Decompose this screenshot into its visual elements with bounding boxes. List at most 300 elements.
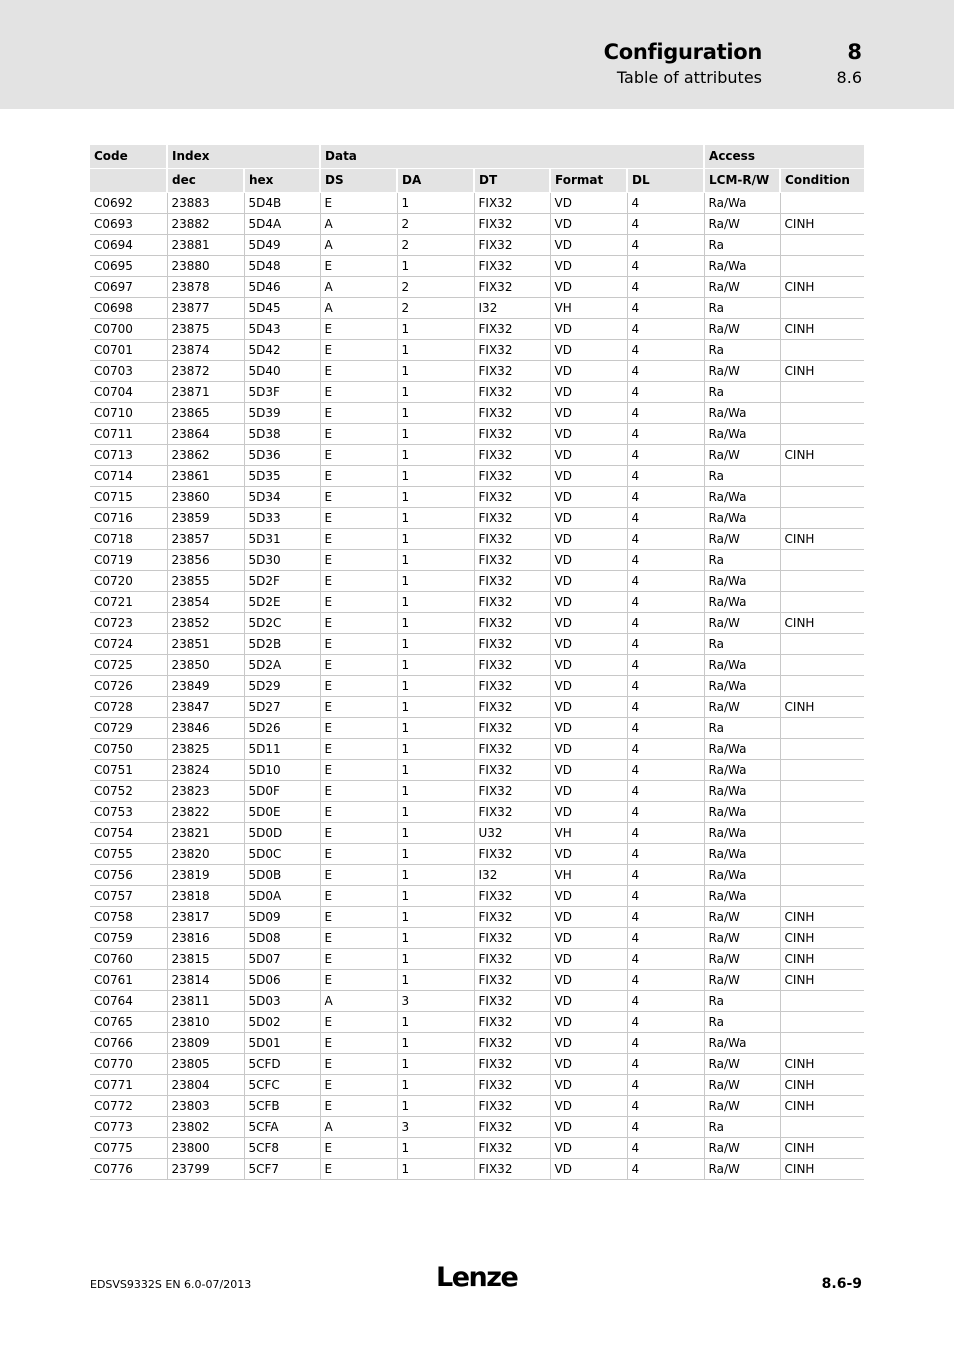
cell-ds: E (320, 676, 397, 697)
cell-ds: E (320, 634, 397, 655)
document-id: EDSVS9332S EN 6.0-07/2013 (90, 1278, 252, 1291)
cell-condition (780, 634, 864, 655)
cell-lcm-rw: Ra/W (704, 1138, 780, 1159)
cell-dl: 4 (627, 361, 704, 382)
header-code: Code (90, 145, 167, 169)
cell-dt: FIX32 (474, 508, 550, 529)
cell-dec: 23849 (167, 676, 244, 697)
table-row (90, 991, 864, 1012)
cell-ds: A (320, 214, 397, 235)
cell-condition (780, 823, 864, 844)
cell-format: VD (550, 592, 627, 613)
cell-dl: 4 (627, 655, 704, 676)
cell-dt: FIX32 (474, 634, 550, 655)
cell-lcm-rw: Ra/Wa (704, 676, 780, 697)
table-row (90, 823, 864, 844)
header-dl: DL (627, 169, 704, 193)
cell-dt: FIX32 (474, 340, 550, 361)
cell-code: C0711 (90, 424, 167, 445)
cell-lcm-rw: Ra/Wa (704, 508, 780, 529)
cell-da: 1 (397, 655, 474, 676)
table-row (90, 1138, 864, 1159)
cell-lcm-rw: Ra/Wa (704, 760, 780, 781)
table-row (90, 928, 864, 949)
cell-format: VD (550, 424, 627, 445)
cell-dec: 23818 (167, 886, 244, 907)
cell-format: VD (550, 445, 627, 466)
cell-dt: FIX32 (474, 949, 550, 970)
cell-ds: E (320, 508, 397, 529)
cell-lcm-rw: Ra/W (704, 214, 780, 235)
table-row (90, 634, 864, 655)
table-row (90, 802, 864, 823)
cell-hex: 5D27 (244, 697, 320, 718)
cell-lcm-rw: Ra/Wa (704, 886, 780, 907)
cell-da: 1 (397, 508, 474, 529)
chapter-number: 8 (847, 40, 862, 64)
cell-code: C0723 (90, 613, 167, 634)
cell-dl: 4 (627, 1096, 704, 1117)
cell-lcm-rw: Ra (704, 550, 780, 571)
table-row (90, 235, 864, 256)
cell-hex: 5D4B (244, 193, 320, 214)
section-title: Table of attributes (616, 68, 762, 87)
cell-lcm-rw: Ra (704, 991, 780, 1012)
table-row (90, 340, 864, 361)
cell-dec: 23872 (167, 361, 244, 382)
header-dec: dec (167, 169, 244, 193)
cell-hex: 5D34 (244, 487, 320, 508)
cell-dl: 4 (627, 193, 704, 214)
table-row (90, 298, 864, 319)
header-data: Data (320, 145, 704, 169)
cell-dec: 23854 (167, 592, 244, 613)
cell-lcm-rw: Ra/Wa (704, 256, 780, 277)
cell-da: 1 (397, 1159, 474, 1180)
cell-ds: E (320, 592, 397, 613)
cell-lcm-rw: Ra/Wa (704, 571, 780, 592)
cell-format: VD (550, 1054, 627, 1075)
cell-format: VD (550, 466, 627, 487)
cell-code: C0714 (90, 466, 167, 487)
cell-dl: 4 (627, 529, 704, 550)
cell-condition (780, 403, 864, 424)
cell-hex: 5D49 (244, 235, 320, 256)
cell-condition: CINH (780, 949, 864, 970)
cell-lcm-rw: Ra (704, 1117, 780, 1138)
cell-format: VD (550, 655, 627, 676)
cell-hex: 5D4A (244, 214, 320, 235)
cell-dt: FIX32 (474, 592, 550, 613)
cell-ds: E (320, 403, 397, 424)
cell-format: VD (550, 382, 627, 403)
cell-dl: 4 (627, 1117, 704, 1138)
cell-dl: 4 (627, 340, 704, 361)
cell-ds: E (320, 319, 397, 340)
cell-hex: 5D03 (244, 991, 320, 1012)
cell-dt: I32 (474, 865, 550, 886)
table-row (90, 718, 864, 739)
cell-code: C0695 (90, 256, 167, 277)
cell-format: VD (550, 613, 627, 634)
cell-lcm-rw: Ra/W (704, 970, 780, 991)
cell-code: C0729 (90, 718, 167, 739)
cell-ds: E (320, 529, 397, 550)
cell-condition (780, 1012, 864, 1033)
table-row (90, 550, 864, 571)
cell-da: 1 (397, 970, 474, 991)
cell-da: 1 (397, 1138, 474, 1159)
cell-dt: FIX32 (474, 697, 550, 718)
cell-da: 1 (397, 865, 474, 886)
cell-dec: 23856 (167, 550, 244, 571)
cell-ds: E (320, 655, 397, 676)
cell-lcm-rw: Ra (704, 382, 780, 403)
cell-ds: E (320, 424, 397, 445)
cell-dt: FIX32 (474, 655, 550, 676)
cell-dec: 23816 (167, 928, 244, 949)
cell-condition: CINH (780, 697, 864, 718)
cell-lcm-rw: Ra (704, 634, 780, 655)
cell-format: VD (550, 949, 627, 970)
cell-da: 1 (397, 424, 474, 445)
cell-condition (780, 802, 864, 823)
cell-hex: 5D07 (244, 949, 320, 970)
cell-format: VD (550, 1138, 627, 1159)
table-row (90, 571, 864, 592)
cell-dt: I32 (474, 298, 550, 319)
cell-code: C0721 (90, 592, 167, 613)
cell-format: VH (550, 823, 627, 844)
cell-dt: FIX32 (474, 529, 550, 550)
cell-dec: 23847 (167, 697, 244, 718)
cell-dl: 4 (627, 949, 704, 970)
cell-hex: 5D38 (244, 424, 320, 445)
cell-format: VD (550, 193, 627, 214)
cell-ds: E (320, 1096, 397, 1117)
table-row (90, 697, 864, 718)
cell-hex: 5D02 (244, 1012, 320, 1033)
table-row (90, 277, 864, 298)
header-condition: Condition (780, 169, 864, 193)
cell-lcm-rw: Ra/Wa (704, 655, 780, 676)
cell-da: 2 (397, 235, 474, 256)
cell-code: C0754 (90, 823, 167, 844)
cell-dl: 4 (627, 634, 704, 655)
cell-dt: FIX32 (474, 1012, 550, 1033)
cell-code: C0697 (90, 277, 167, 298)
cell-format: VD (550, 886, 627, 907)
cell-dt: FIX32 (474, 781, 550, 802)
cell-dl: 4 (627, 424, 704, 445)
cell-da: 1 (397, 760, 474, 781)
header-dt: DT (474, 169, 550, 193)
cell-hex: 5D10 (244, 760, 320, 781)
cell-dec: 23874 (167, 340, 244, 361)
cell-da: 1 (397, 928, 474, 949)
cell-condition (780, 382, 864, 403)
table-row (90, 1012, 864, 1033)
cell-lcm-rw: Ra/Wa (704, 781, 780, 802)
cell-dt: FIX32 (474, 886, 550, 907)
cell-dt: FIX32 (474, 1159, 550, 1180)
cell-code: C0692 (90, 193, 167, 214)
cell-da: 1 (397, 529, 474, 550)
cell-dt: FIX32 (474, 571, 550, 592)
cell-lcm-rw: Ra/Wa (704, 487, 780, 508)
cell-format: VH (550, 865, 627, 886)
cell-ds: E (320, 571, 397, 592)
cell-code: C0720 (90, 571, 167, 592)
cell-da: 3 (397, 991, 474, 1012)
cell-dl: 4 (627, 298, 704, 319)
cell-code: C0701 (90, 340, 167, 361)
cell-ds: E (320, 361, 397, 382)
cell-dl: 4 (627, 382, 704, 403)
table-row (90, 844, 864, 865)
cell-hex: 5D2C (244, 613, 320, 634)
page-number: 8.6-9 (821, 1276, 862, 1292)
table-row (90, 214, 864, 235)
cell-dl: 4 (627, 445, 704, 466)
table-row (90, 319, 864, 340)
cell-lcm-rw: Ra/Wa (704, 403, 780, 424)
cell-hex: 5D11 (244, 739, 320, 760)
cell-dl: 4 (627, 781, 704, 802)
cell-condition: CINH (780, 1138, 864, 1159)
header-code-blank (90, 169, 167, 193)
cell-code: C0753 (90, 802, 167, 823)
cell-code: C0694 (90, 235, 167, 256)
cell-code: C0775 (90, 1138, 167, 1159)
table-row (90, 487, 864, 508)
cell-code: C0700 (90, 319, 167, 340)
cell-dec: 23883 (167, 193, 244, 214)
cell-condition (780, 844, 864, 865)
cell-hex: 5D01 (244, 1033, 320, 1054)
cell-dl: 4 (627, 466, 704, 487)
cell-code: C0764 (90, 991, 167, 1012)
cell-lcm-rw: Ra/Wa (704, 424, 780, 445)
cell-condition: CINH (780, 214, 864, 235)
cell-format: VD (550, 928, 627, 949)
cell-hex: 5D06 (244, 970, 320, 991)
cell-code: C0693 (90, 214, 167, 235)
cell-dec: 23865 (167, 403, 244, 424)
cell-da: 1 (397, 319, 474, 340)
cell-condition: CINH (780, 1159, 864, 1180)
cell-ds: E (320, 802, 397, 823)
table-row (90, 1054, 864, 1075)
cell-dec: 23817 (167, 907, 244, 928)
cell-condition: CINH (780, 319, 864, 340)
table-sub-header (90, 169, 864, 193)
table-row (90, 403, 864, 424)
cell-condition: CINH (780, 361, 864, 382)
cell-da: 2 (397, 298, 474, 319)
cell-hex: 5D31 (244, 529, 320, 550)
cell-dec: 23811 (167, 991, 244, 1012)
cell-lcm-rw: Ra/W (704, 928, 780, 949)
cell-code: C0755 (90, 844, 167, 865)
cell-dl: 4 (627, 487, 704, 508)
cell-dec: 23850 (167, 655, 244, 676)
cell-hex: 5D0B (244, 865, 320, 886)
cell-dt: FIX32 (474, 1054, 550, 1075)
table-row (90, 907, 864, 928)
cell-ds: E (320, 865, 397, 886)
cell-condition (780, 424, 864, 445)
cell-lcm-rw: Ra/W (704, 1159, 780, 1180)
cell-ds: E (320, 1159, 397, 1180)
cell-dec: 23823 (167, 781, 244, 802)
cell-dt: FIX32 (474, 760, 550, 781)
cell-format: VD (550, 802, 627, 823)
cell-condition: CINH (780, 1096, 864, 1117)
cell-condition (780, 256, 864, 277)
cell-condition (780, 235, 864, 256)
cell-condition: CINH (780, 1054, 864, 1075)
cell-code: C0765 (90, 1012, 167, 1033)
table-row (90, 466, 864, 487)
cell-dt: FIX32 (474, 403, 550, 424)
cell-hex: 5CFB (244, 1096, 320, 1117)
cell-condition (780, 781, 864, 802)
cell-condition: CINH (780, 1075, 864, 1096)
cell-da: 1 (397, 697, 474, 718)
cell-dl: 4 (627, 1159, 704, 1180)
cell-code: C0716 (90, 508, 167, 529)
cell-dec: 23851 (167, 634, 244, 655)
cell-ds: A (320, 277, 397, 298)
cell-hex: 5D46 (244, 277, 320, 298)
cell-code: C0725 (90, 655, 167, 676)
cell-hex: 5D40 (244, 361, 320, 382)
header-hex: hex (244, 169, 320, 193)
cell-da: 1 (397, 739, 474, 760)
cell-dt: FIX32 (474, 1096, 550, 1117)
cell-condition (780, 865, 864, 886)
cell-da: 2 (397, 214, 474, 235)
cell-dt: FIX32 (474, 718, 550, 739)
cell-condition (780, 571, 864, 592)
attribute-table (90, 145, 864, 1180)
cell-dec: 23803 (167, 1096, 244, 1117)
cell-dec: 23882 (167, 214, 244, 235)
cell-condition (780, 508, 864, 529)
cell-dl: 4 (627, 1075, 704, 1096)
cell-ds: E (320, 970, 397, 991)
cell-hex: 5D2E (244, 592, 320, 613)
cell-dec: 23846 (167, 718, 244, 739)
cell-da: 1 (397, 340, 474, 361)
cell-ds: E (320, 256, 397, 277)
cell-dt: FIX32 (474, 256, 550, 277)
cell-da: 1 (397, 193, 474, 214)
cell-condition (780, 487, 864, 508)
cell-code: C0715 (90, 487, 167, 508)
cell-format: VD (550, 991, 627, 1012)
cell-ds: E (320, 382, 397, 403)
cell-dt: FIX32 (474, 1138, 550, 1159)
cell-dl: 4 (627, 928, 704, 949)
cell-dl: 4 (627, 277, 704, 298)
cell-code: C0766 (90, 1033, 167, 1054)
cell-da: 1 (397, 718, 474, 739)
cell-ds: E (320, 823, 397, 844)
cell-hex: 5D45 (244, 298, 320, 319)
table-row (90, 676, 864, 697)
cell-dl: 4 (627, 760, 704, 781)
cell-lcm-rw: Ra/Wa (704, 193, 780, 214)
cell-dl: 4 (627, 1054, 704, 1075)
cell-format: VD (550, 1159, 627, 1180)
cell-dt: FIX32 (474, 613, 550, 634)
cell-format: VD (550, 235, 627, 256)
header-index: Index (167, 145, 320, 169)
cell-format: VD (550, 1075, 627, 1096)
page-header (0, 0, 954, 109)
cell-dl: 4 (627, 1012, 704, 1033)
cell-lcm-rw: Ra/Wa (704, 802, 780, 823)
cell-dt: FIX32 (474, 907, 550, 928)
cell-format: VD (550, 1096, 627, 1117)
cell-hex: 5D2B (244, 634, 320, 655)
cell-dec: 23857 (167, 529, 244, 550)
cell-dec: 23878 (167, 277, 244, 298)
cell-ds: A (320, 1117, 397, 1138)
table-body (90, 193, 864, 1180)
cell-dec: 23861 (167, 466, 244, 487)
cell-format: VD (550, 277, 627, 298)
cell-dec: 23871 (167, 382, 244, 403)
cell-dt: FIX32 (474, 1117, 550, 1138)
cell-da: 1 (397, 466, 474, 487)
cell-code: C0719 (90, 550, 167, 571)
cell-code: C0698 (90, 298, 167, 319)
cell-format: VD (550, 529, 627, 550)
cell-hex: 5D48 (244, 256, 320, 277)
cell-ds: E (320, 487, 397, 508)
cell-code: C0761 (90, 970, 167, 991)
cell-condition (780, 1033, 864, 1054)
cell-dl: 4 (627, 613, 704, 634)
cell-hex: 5D42 (244, 340, 320, 361)
cell-lcm-rw: Ra (704, 298, 780, 319)
cell-da: 1 (397, 403, 474, 424)
cell-code: C0704 (90, 382, 167, 403)
header-da: DA (397, 169, 474, 193)
cell-da: 1 (397, 487, 474, 508)
cell-dt: FIX32 (474, 970, 550, 991)
cell-format: VD (550, 1117, 627, 1138)
table-group-header (90, 145, 864, 169)
cell-ds: E (320, 697, 397, 718)
table-row (90, 592, 864, 613)
cell-da: 1 (397, 1075, 474, 1096)
cell-hex: 5CF8 (244, 1138, 320, 1159)
cell-dt: FIX32 (474, 382, 550, 403)
cell-condition: CINH (780, 970, 864, 991)
header-access: Access (704, 145, 864, 169)
cell-hex: 5D35 (244, 466, 320, 487)
cell-da: 1 (397, 1096, 474, 1117)
cell-hex: 5D3F (244, 382, 320, 403)
cell-format: VD (550, 487, 627, 508)
cell-dl: 4 (627, 235, 704, 256)
table-row (90, 382, 864, 403)
cell-da: 1 (397, 1033, 474, 1054)
